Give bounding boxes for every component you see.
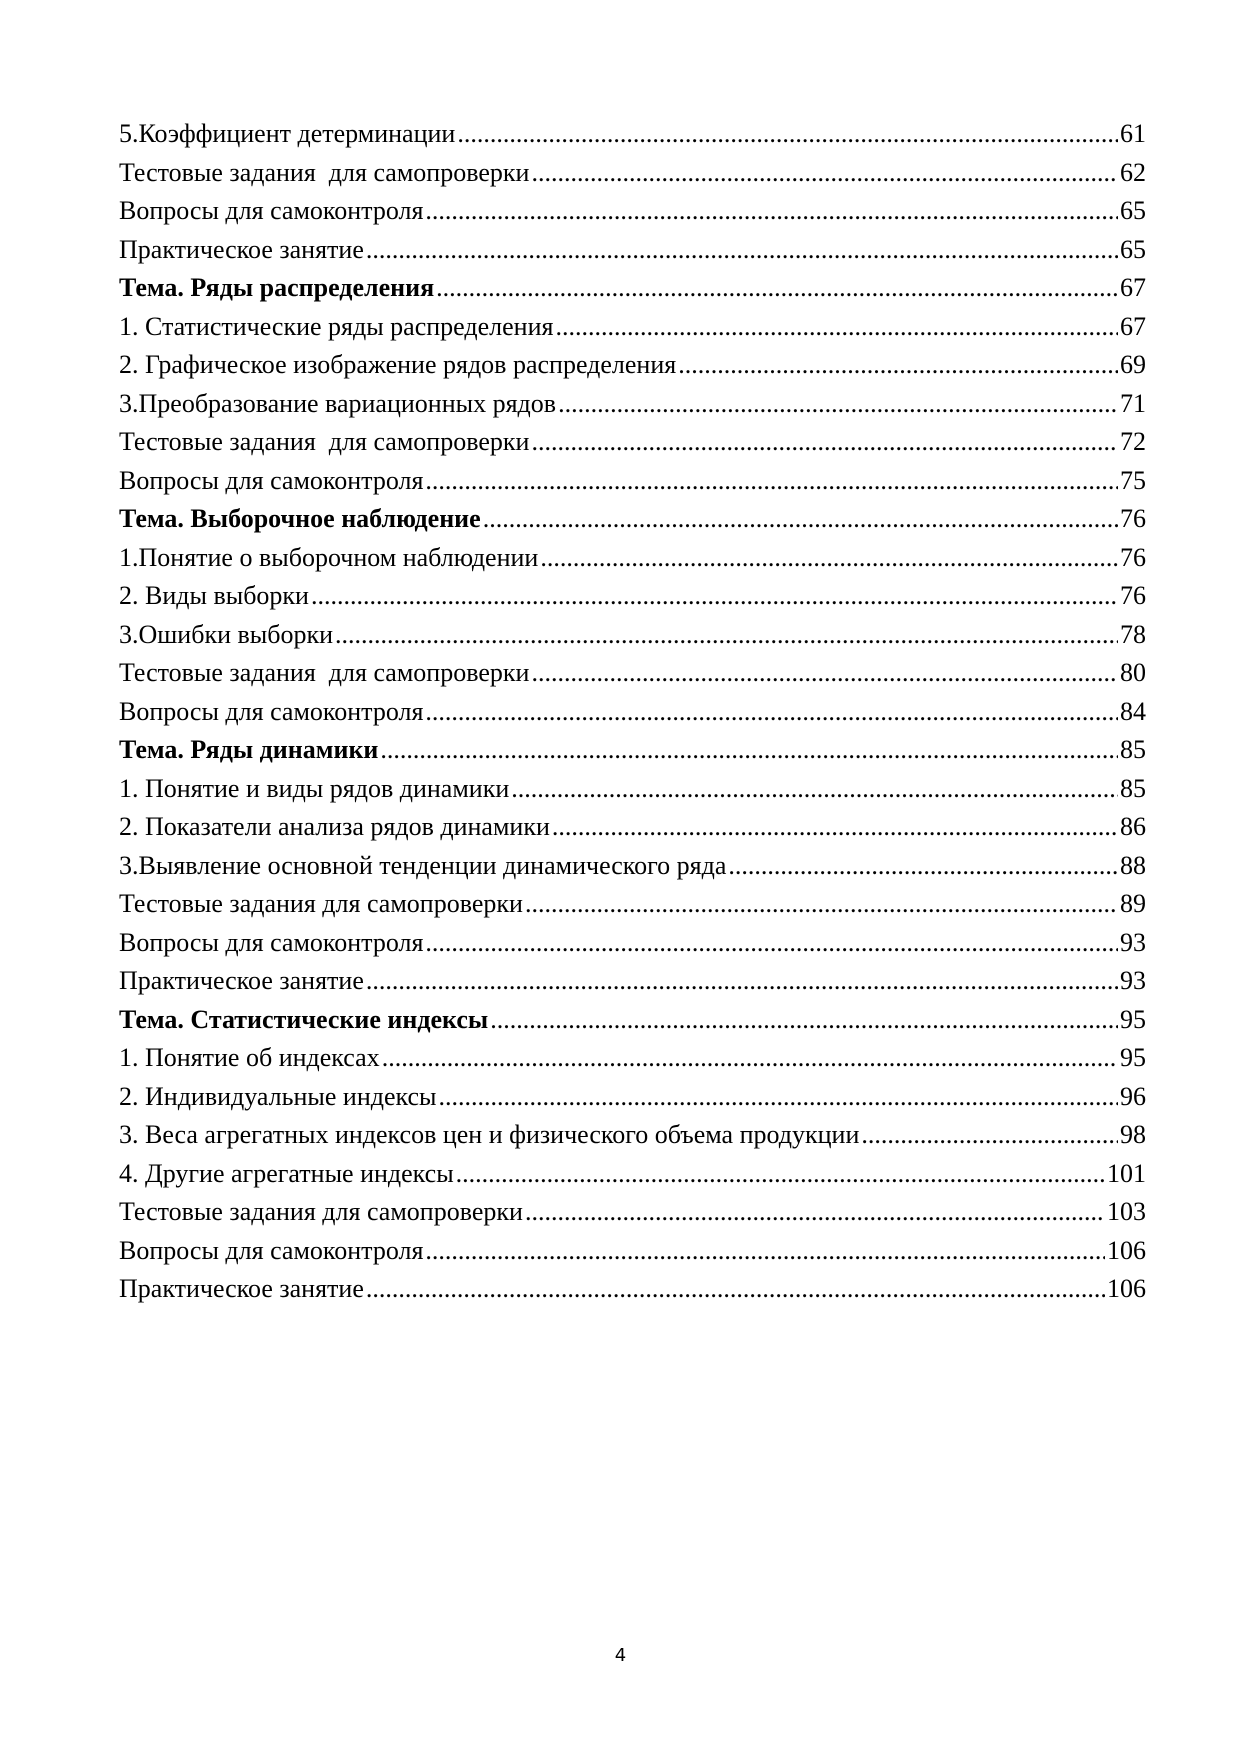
toc-entry-page: 88	[1120, 850, 1146, 880]
toc-entry-title: 1. Понятие об индексах	[119, 1043, 380, 1072]
toc-dot-leader	[439, 1078, 1118, 1117]
toc-entry-title: Практическое занятие	[119, 1274, 364, 1303]
toc-entry-title: 3.Выявление основной тенденции динамического ряда	[119, 850, 727, 880]
toc-entry-page: 62	[1120, 157, 1146, 187]
toc-dot-leader	[425, 924, 1118, 963]
toc-entry-title: 2. Виды выборки	[119, 581, 309, 610]
toc-entry	[119, 539, 1146, 578]
toc-entry-title: Тестовые задания для самопроверки	[119, 889, 523, 918]
toc-entry-title: Тема. Выборочное наблюдение	[119, 504, 481, 533]
toc-entry-page: 76	[1120, 542, 1146, 572]
toc-entry-page: 67	[1120, 311, 1146, 341]
toc-entry-title: 1. Понятие и виды рядов динамики	[119, 773, 510, 803]
toc-entry-page: 98	[1120, 1120, 1146, 1149]
toc-dot-leader	[552, 808, 1118, 847]
toc-entry-page: 93	[1120, 927, 1146, 957]
toc-entry-title: 5.Коэффициент детерминации	[119, 119, 456, 148]
toc-entry-page: 93	[1120, 966, 1146, 995]
toc-dot-leader	[555, 308, 1118, 347]
toc-entry-page: 85	[1120, 773, 1146, 803]
toc-entry-page: 61	[1120, 119, 1146, 148]
toc-entry-page: 76	[1120, 581, 1146, 610]
toc-entry-page: 84	[1120, 696, 1146, 726]
toc-entry	[119, 1232, 1146, 1271]
toc-dot-leader	[311, 577, 1118, 616]
toc-section-heading	[119, 500, 1146, 539]
toc-entry	[119, 192, 1146, 231]
toc-dot-leader	[425, 462, 1118, 501]
toc-dot-leader	[525, 1193, 1105, 1232]
toc-entry-page: 95	[1120, 1004, 1146, 1034]
toc-entry-title: Вопросы для самоконтроля	[119, 927, 424, 957]
toc-entry-title: Тестовые задания для самопроверки	[119, 1197, 523, 1226]
toc-entry	[119, 1078, 1146, 1117]
toc-entry-title: 4. Другие агрегатные индексы	[119, 1158, 454, 1188]
toc-entry-title: 2. Показатели анализа рядов динамики	[119, 812, 550, 841]
toc-entry-title: 3.Преобразование вариационных рядов	[119, 388, 557, 418]
toc-entry	[119, 924, 1146, 963]
toc-entry-title: Тестовые задания для самопроверки	[119, 427, 530, 456]
toc-entry-page: 71	[1120, 388, 1146, 418]
toc-dot-leader	[511, 770, 1118, 809]
page-number: 4	[614, 1645, 627, 1666]
toc-entry	[119, 770, 1146, 809]
toc-entry-page: 67	[1120, 273, 1146, 302]
toc-entry-title: 2. Графическое изображение рядов распределения	[119, 350, 677, 379]
toc-section-heading	[119, 731, 1146, 770]
toc-entry-title: Практическое занятие	[119, 966, 364, 995]
toc-dot-leader	[456, 1155, 1105, 1194]
toc-dot-leader	[531, 154, 1118, 193]
toc-entry-page: 78	[1120, 619, 1146, 649]
toc-dot-leader	[366, 231, 1118, 270]
toc-entry	[119, 1270, 1146, 1309]
toc-dot-leader	[728, 847, 1118, 886]
toc-dot-leader	[436, 269, 1118, 308]
toc-entry	[119, 154, 1146, 193]
toc-entry	[119, 462, 1146, 501]
toc-entry	[119, 962, 1146, 1001]
toc-entry	[119, 1039, 1146, 1078]
toc-entry-page: 65	[1120, 234, 1146, 264]
toc-dot-leader	[425, 1232, 1105, 1271]
toc-entry-page: 75	[1120, 465, 1146, 495]
toc-entry-title: 3.Ошибки выборки	[119, 619, 334, 649]
toc-dot-leader	[366, 962, 1118, 1001]
toc-entry	[119, 616, 1146, 655]
toc-dot-leader	[558, 385, 1118, 424]
toc-entry	[119, 231, 1146, 270]
toc-dot-leader	[335, 616, 1118, 655]
toc-entry-page: 106	[1107, 1235, 1146, 1265]
toc-entry-title: Вопросы для самоконтроля	[119, 465, 424, 495]
toc-entry	[119, 346, 1146, 385]
toc-entry-page: 65	[1120, 196, 1146, 225]
toc-entry	[119, 693, 1146, 732]
toc-entry-title: Тестовые задания для самопроверки	[119, 658, 530, 687]
toc-entry-title: Тема. Ряды распределения	[119, 273, 435, 302]
toc-dot-leader	[366, 1270, 1105, 1309]
toc-entry-page: 76	[1120, 504, 1146, 533]
toc-entry-title: 1.Понятие о выборочном наблюдении	[119, 542, 539, 572]
toc-dot-leader	[490, 1001, 1118, 1040]
toc-entry-page: 85	[1120, 735, 1146, 764]
toc-entry-page: 96	[1120, 1081, 1146, 1111]
toc-entry-page: 103	[1107, 1197, 1146, 1226]
toc-entry-page: 86	[1120, 812, 1146, 841]
toc-entry-title: Тема. Статистические индексы	[119, 1004, 489, 1034]
toc-entry	[119, 115, 1146, 154]
toc-dot-leader	[457, 115, 1118, 154]
toc-dot-leader	[380, 731, 1118, 770]
toc-entry-title: Вопросы для самоконтроля	[119, 1235, 424, 1265]
toc-entry	[119, 1116, 1146, 1155]
toc-entry-page: 101	[1107, 1158, 1146, 1188]
toc-entry	[119, 423, 1146, 462]
toc-dot-leader	[425, 192, 1118, 231]
toc-entry	[119, 885, 1146, 924]
toc-entry	[119, 654, 1146, 693]
toc-section-heading	[119, 1001, 1146, 1040]
toc-section-heading	[119, 269, 1146, 308]
toc-entry-page: 106	[1107, 1274, 1146, 1303]
toc-entry-page: 80	[1120, 658, 1146, 687]
toc-dot-leader	[861, 1116, 1118, 1155]
toc-entry	[119, 308, 1146, 347]
toc-dot-leader	[531, 423, 1118, 462]
toc-entry	[119, 1155, 1146, 1194]
toc-entry	[119, 808, 1146, 847]
toc-entry-page: 95	[1120, 1043, 1146, 1072]
toc-dot-leader	[382, 1039, 1118, 1078]
toc-entry-page: 72	[1120, 427, 1146, 456]
table-of-contents	[119, 115, 1146, 1309]
toc-dot-leader	[483, 500, 1118, 539]
toc-entry-title: 2. Индивидуальные индексы	[119, 1081, 437, 1111]
toc-entry-page: 89	[1120, 889, 1146, 918]
toc-dot-leader	[531, 654, 1118, 693]
toc-dot-leader	[425, 693, 1118, 732]
toc-entry-page: 69	[1120, 350, 1146, 379]
toc-dot-leader	[540, 539, 1118, 578]
toc-entry-title: Тема. Ряды динамики	[119, 735, 379, 764]
toc-entry-title: Вопросы для самоконтроля	[119, 196, 424, 225]
toc-entry	[119, 1193, 1146, 1232]
toc-entry	[119, 847, 1146, 886]
toc-entry-title: 1. Статистические ряды распределения	[119, 311, 554, 341]
toc-entry-title: Вопросы для самоконтроля	[119, 696, 424, 726]
toc-entry-title: Тестовые задания для самопроверки	[119, 157, 530, 187]
toc-dot-leader	[678, 346, 1118, 385]
toc-entry-title: Практическое занятие	[119, 234, 364, 264]
toc-dot-leader	[525, 885, 1118, 924]
toc-entry-title: 3. Веса агрегатных индексов цен и физического объема продукции	[119, 1120, 860, 1149]
toc-entry	[119, 385, 1146, 424]
toc-entry	[119, 577, 1146, 616]
